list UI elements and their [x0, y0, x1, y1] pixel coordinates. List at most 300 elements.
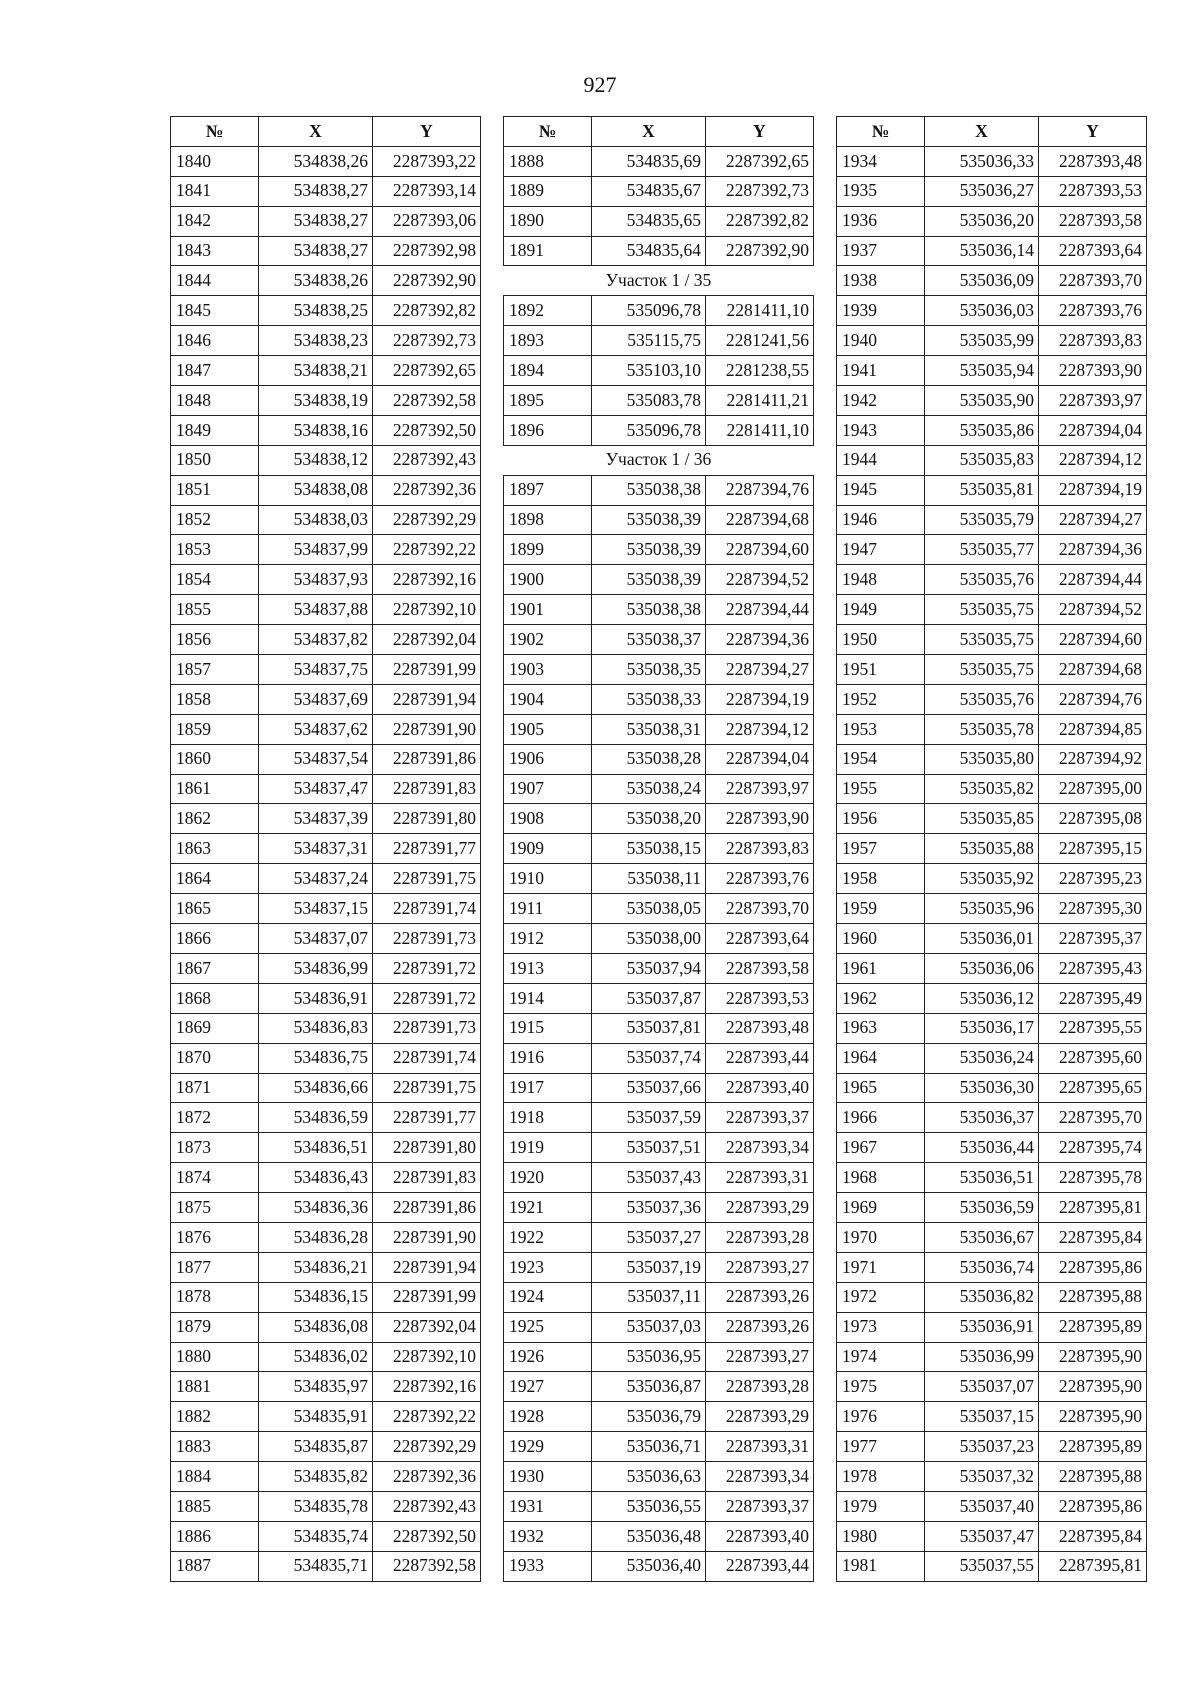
table-row [171, 1312, 481, 1342]
table-row [504, 236, 814, 266]
y-coordinate-cell: 2287394,85 [1039, 714, 1147, 744]
point-number-cell: 1898 [504, 505, 592, 535]
point-number-cell: 1872 [171, 1103, 259, 1133]
point-number-cell: 1971 [837, 1252, 925, 1282]
x-coordinate-cell: 534835,91 [259, 1402, 373, 1432]
table-row [171, 834, 481, 864]
x-coordinate-cell: 535036,51 [925, 1163, 1039, 1193]
x-coordinate-cell: 535036,59 [925, 1193, 1039, 1223]
y-coordinate-cell: 2287392,73 [373, 326, 481, 356]
y-coordinate-cell: 2287395,81 [1039, 1551, 1147, 1581]
x-coordinate-cell: 534838,16 [259, 415, 373, 445]
table-row [837, 206, 1147, 236]
x-coordinate-cell: 535037,43 [592, 1163, 706, 1193]
table-row [171, 1073, 481, 1103]
point-number-cell: 1913 [504, 953, 592, 983]
table-row [171, 236, 481, 266]
y-coordinate-cell: 2287392,29 [373, 505, 481, 535]
table-row [837, 445, 1147, 475]
x-coordinate-cell: 534837,82 [259, 625, 373, 655]
y-coordinate-cell: 2287391,86 [373, 1193, 481, 1223]
y-coordinate-cell: 2287391,74 [373, 894, 481, 924]
point-number-cell: 1914 [504, 983, 592, 1013]
table-row [171, 1043, 481, 1073]
x-coordinate-cell: 534837,31 [259, 834, 373, 864]
point-number-cell: 1976 [837, 1402, 925, 1432]
y-coordinate-cell: 2281241,56 [706, 326, 814, 356]
y-coordinate-cell: 2287394,52 [706, 565, 814, 595]
y-coordinate-cell: 2287394,60 [1039, 625, 1147, 655]
y-coordinate-cell: 2287392,65 [706, 146, 814, 176]
y-coordinate-cell: 2287394,12 [1039, 445, 1147, 475]
table-row [837, 744, 1147, 774]
y-coordinate-cell: 2287393,90 [706, 804, 814, 834]
table-row [837, 655, 1147, 685]
table-row [171, 1342, 481, 1372]
y-coordinate-cell: 2287395,90 [1039, 1372, 1147, 1402]
x-coordinate-cell: 534836,91 [259, 983, 373, 1013]
y-coordinate-cell: 2287393,22 [373, 146, 481, 176]
x-coordinate-cell: 535036,20 [925, 206, 1039, 236]
x-coordinate-cell: 534836,15 [259, 1282, 373, 1312]
point-number-cell: 1876 [171, 1222, 259, 1252]
point-number-cell: 1960 [837, 924, 925, 954]
y-coordinate-cell: 2287392,04 [373, 1312, 481, 1342]
table-row [171, 774, 481, 804]
point-number-cell: 1950 [837, 625, 925, 655]
point-number-cell: 1887 [171, 1551, 259, 1581]
table-row [837, 625, 1147, 655]
header-number: № [504, 117, 592, 147]
point-number-cell: 1847 [171, 356, 259, 386]
y-coordinate-cell: 2287393,53 [1039, 176, 1147, 206]
y-coordinate-cell: 2287392,22 [373, 1402, 481, 1432]
y-coordinate-cell: 2287393,31 [706, 1432, 814, 1462]
y-coordinate-cell: 2287391,80 [373, 1133, 481, 1163]
x-coordinate-cell: 534836,28 [259, 1222, 373, 1252]
x-coordinate-cell: 534838,19 [259, 386, 373, 416]
point-number-cell: 1909 [504, 834, 592, 864]
table-row [504, 1491, 814, 1521]
point-number-cell: 1881 [171, 1372, 259, 1402]
point-number-cell: 1864 [171, 864, 259, 894]
table-row [171, 1402, 481, 1432]
point-number-cell: 1963 [837, 1013, 925, 1043]
point-number-cell: 1906 [504, 744, 592, 774]
x-coordinate-cell: 535083,78 [592, 386, 706, 416]
x-coordinate-cell: 535037,19 [592, 1252, 706, 1282]
point-number-cell: 1841 [171, 176, 259, 206]
table-row [837, 146, 1147, 176]
y-coordinate-cell: 2287393,83 [1039, 326, 1147, 356]
x-coordinate-cell: 535036,09 [925, 266, 1039, 296]
x-coordinate-cell: 535037,51 [592, 1133, 706, 1163]
table-row [837, 1372, 1147, 1402]
y-coordinate-cell: 2287391,75 [373, 1073, 481, 1103]
table-row [504, 924, 814, 954]
point-number-cell: 1911 [504, 894, 592, 924]
table-row [504, 326, 814, 356]
x-coordinate-cell: 534836,66 [259, 1073, 373, 1103]
y-coordinate-cell: 2287393,70 [706, 894, 814, 924]
table-row [837, 774, 1147, 804]
table-row [504, 356, 814, 386]
y-coordinate-cell: 2287394,52 [1039, 595, 1147, 625]
x-coordinate-cell: 535035,99 [925, 326, 1039, 356]
table-row [504, 595, 814, 625]
point-number-cell: 1946 [837, 505, 925, 535]
y-coordinate-cell: 2287393,40 [706, 1073, 814, 1103]
table-row [504, 535, 814, 565]
point-number-cell: 1968 [837, 1163, 925, 1193]
y-coordinate-cell: 2287391,72 [373, 983, 481, 1013]
y-coordinate-cell: 2287394,44 [1039, 565, 1147, 595]
point-number-cell: 1966 [837, 1103, 925, 1133]
x-coordinate-cell: 535036,30 [925, 1073, 1039, 1103]
y-coordinate-cell: 2287393,31 [706, 1163, 814, 1193]
y-coordinate-cell: 2287394,36 [706, 625, 814, 655]
section-label: Участок 1 / 36 [504, 445, 814, 475]
y-coordinate-cell: 2287393,83 [706, 834, 814, 864]
point-number-cell: 1969 [837, 1193, 925, 1223]
point-number-cell: 1902 [504, 625, 592, 655]
y-coordinate-cell: 2287392,22 [373, 535, 481, 565]
point-number-cell: 1896 [504, 415, 592, 445]
y-coordinate-cell: 2287395,89 [1039, 1312, 1147, 1342]
y-coordinate-cell: 2287391,99 [373, 655, 481, 685]
y-coordinate-cell: 2287392,98 [373, 236, 481, 266]
x-coordinate-cell: 534835,71 [259, 1551, 373, 1581]
x-coordinate-cell: 535036,01 [925, 924, 1039, 954]
point-number-cell: 1934 [837, 146, 925, 176]
y-coordinate-cell: 2287393,48 [1039, 146, 1147, 176]
table-row [837, 1133, 1147, 1163]
point-number-cell: 1920 [504, 1163, 592, 1193]
point-number-cell: 1891 [504, 236, 592, 266]
x-coordinate-cell: 535036,99 [925, 1342, 1039, 1372]
y-coordinate-cell: 2287392,82 [373, 296, 481, 326]
table-row [504, 386, 814, 416]
y-coordinate-cell: 2287393,29 [706, 1193, 814, 1223]
y-coordinate-cell: 2287392,04 [373, 625, 481, 655]
page-number: 927 [583, 72, 617, 97]
y-coordinate-cell: 2287391,90 [373, 1222, 481, 1252]
table-header-row [171, 117, 481, 147]
table-row [837, 1521, 1147, 1551]
y-coordinate-cell: 2287392,36 [373, 475, 481, 505]
point-number-cell: 1883 [171, 1432, 259, 1462]
y-coordinate-cell: 2287393,48 [706, 1013, 814, 1043]
point-number-cell: 1917 [504, 1073, 592, 1103]
y-coordinate-cell: 2287395,78 [1039, 1163, 1147, 1193]
y-coordinate-cell: 2287395,88 [1039, 1462, 1147, 1492]
point-number-cell: 1959 [837, 894, 925, 924]
table-row [504, 176, 814, 206]
point-number-cell: 1977 [837, 1432, 925, 1462]
y-coordinate-cell: 2287393,44 [706, 1043, 814, 1073]
y-coordinate-cell: 2287395,00 [1039, 774, 1147, 804]
y-coordinate-cell: 2287395,90 [1039, 1402, 1147, 1432]
table-row [504, 1462, 814, 1492]
point-number-cell: 1858 [171, 684, 259, 714]
point-number-cell: 1852 [171, 505, 259, 535]
x-coordinate-cell: 534836,75 [259, 1043, 373, 1073]
point-number-cell: 1929 [504, 1432, 592, 1462]
y-coordinate-cell: 2287392,10 [373, 1342, 481, 1372]
point-number-cell: 1938 [837, 266, 925, 296]
x-coordinate-cell: 535036,55 [592, 1491, 706, 1521]
x-coordinate-cell: 535096,78 [592, 415, 706, 445]
x-coordinate-cell: 534835,78 [259, 1491, 373, 1521]
table-row [171, 505, 481, 535]
y-coordinate-cell: 2287393,27 [706, 1252, 814, 1282]
x-coordinate-cell: 535036,87 [592, 1372, 706, 1402]
y-coordinate-cell: 2287391,94 [373, 684, 481, 714]
x-coordinate-cell: 535035,75 [925, 655, 1039, 685]
point-number-cell: 1908 [504, 804, 592, 834]
x-coordinate-cell: 535037,81 [592, 1013, 706, 1043]
point-number-cell: 1868 [171, 983, 259, 1013]
y-coordinate-cell: 2287394,68 [1039, 655, 1147, 685]
x-coordinate-cell: 535037,36 [592, 1193, 706, 1223]
y-coordinate-cell: 2287391,80 [373, 804, 481, 834]
point-number-cell: 1886 [171, 1521, 259, 1551]
x-coordinate-cell: 535035,78 [925, 714, 1039, 744]
x-coordinate-cell: 535038,37 [592, 625, 706, 655]
table-row [504, 953, 814, 983]
point-number-cell: 1856 [171, 625, 259, 655]
x-coordinate-cell: 535036,24 [925, 1043, 1039, 1073]
table-row [504, 744, 814, 774]
point-number-cell: 1855 [171, 595, 259, 625]
x-coordinate-cell: 535038,39 [592, 565, 706, 595]
point-number-cell: 1869 [171, 1013, 259, 1043]
table-row [504, 1342, 814, 1372]
x-coordinate-cell: 535035,88 [925, 834, 1039, 864]
x-coordinate-cell: 535037,66 [592, 1073, 706, 1103]
y-coordinate-cell: 2287394,04 [1039, 415, 1147, 445]
table-row [837, 1193, 1147, 1223]
table-row [837, 1342, 1147, 1372]
point-number-cell: 1878 [171, 1282, 259, 1312]
x-coordinate-cell: 535038,00 [592, 924, 706, 954]
table-row [504, 1551, 814, 1581]
y-coordinate-cell: 2287392,90 [706, 236, 814, 266]
section-row [504, 266, 814, 296]
table-row [504, 206, 814, 236]
y-coordinate-cell: 2287391,72 [373, 953, 481, 983]
table-row [504, 834, 814, 864]
y-coordinate-cell: 2281411,21 [706, 386, 814, 416]
x-coordinate-cell: 535036,48 [592, 1521, 706, 1551]
y-coordinate-cell: 2287392,16 [373, 565, 481, 595]
point-number-cell: 1862 [171, 804, 259, 834]
x-coordinate-cell: 535036,37 [925, 1103, 1039, 1133]
point-number-cell: 1899 [504, 535, 592, 565]
table-row [171, 1163, 481, 1193]
table-row [837, 983, 1147, 1013]
table-row [837, 1462, 1147, 1492]
point-number-cell: 1892 [504, 296, 592, 326]
point-number-cell: 1943 [837, 415, 925, 445]
point-number-cell: 1842 [171, 206, 259, 236]
y-coordinate-cell: 2287394,19 [1039, 475, 1147, 505]
point-number-cell: 1961 [837, 953, 925, 983]
x-coordinate-cell: 534838,12 [259, 445, 373, 475]
table-row [504, 505, 814, 535]
section-row [504, 445, 814, 475]
header-y: Y [1039, 117, 1147, 147]
x-coordinate-cell: 534835,87 [259, 1432, 373, 1462]
y-coordinate-cell: 2287395,81 [1039, 1193, 1147, 1223]
table-row [504, 1402, 814, 1432]
y-coordinate-cell: 2287392,58 [373, 1551, 481, 1581]
point-number-cell: 1922 [504, 1222, 592, 1252]
point-number-cell: 1890 [504, 206, 592, 236]
table-row [504, 894, 814, 924]
x-coordinate-cell: 535037,15 [925, 1402, 1039, 1432]
point-number-cell: 1871 [171, 1073, 259, 1103]
point-number-cell: 1863 [171, 834, 259, 864]
y-coordinate-cell: 2287391,99 [373, 1282, 481, 1312]
table-header-row [837, 117, 1147, 147]
y-coordinate-cell: 2287393,53 [706, 983, 814, 1013]
x-coordinate-cell: 534837,88 [259, 595, 373, 625]
x-coordinate-cell: 535038,24 [592, 774, 706, 804]
y-coordinate-cell: 2287393,28 [706, 1222, 814, 1252]
table-row [504, 415, 814, 445]
point-number-cell: 1845 [171, 296, 259, 326]
point-number-cell: 1932 [504, 1521, 592, 1551]
point-number-cell: 1965 [837, 1073, 925, 1103]
x-coordinate-cell: 534836,83 [259, 1013, 373, 1043]
table-row [837, 1491, 1147, 1521]
table-row [171, 1521, 481, 1551]
point-number-cell: 1888 [504, 146, 592, 176]
point-number-cell: 1970 [837, 1222, 925, 1252]
y-coordinate-cell: 2287393,37 [706, 1103, 814, 1133]
y-coordinate-cell: 2287393,64 [706, 924, 814, 954]
point-number-cell: 1900 [504, 565, 592, 595]
x-coordinate-cell: 534838,26 [259, 266, 373, 296]
x-coordinate-cell: 535037,32 [925, 1462, 1039, 1492]
y-coordinate-cell: 2287392,36 [373, 1462, 481, 1492]
table-row [171, 684, 481, 714]
table-row [837, 1432, 1147, 1462]
y-coordinate-cell: 2287395,08 [1039, 804, 1147, 834]
table-row [504, 1432, 814, 1462]
x-coordinate-cell: 535035,75 [925, 625, 1039, 655]
x-coordinate-cell: 534836,59 [259, 1103, 373, 1133]
x-coordinate-cell: 535037,55 [925, 1551, 1039, 1581]
y-coordinate-cell: 2287393,34 [706, 1462, 814, 1492]
table-row [171, 864, 481, 894]
x-coordinate-cell: 534837,07 [259, 924, 373, 954]
x-coordinate-cell: 534835,69 [592, 146, 706, 176]
point-number-cell: 1861 [171, 774, 259, 804]
x-coordinate-cell: 534835,67 [592, 176, 706, 206]
point-number-cell: 1942 [837, 386, 925, 416]
y-coordinate-cell: 2287393,26 [706, 1312, 814, 1342]
point-number-cell: 1962 [837, 983, 925, 1013]
table-row [171, 1491, 481, 1521]
y-coordinate-cell: 2287394,60 [706, 535, 814, 565]
point-number-cell: 1924 [504, 1282, 592, 1312]
table-row [171, 1133, 481, 1163]
table-row [837, 535, 1147, 565]
y-coordinate-cell: 2287391,94 [373, 1252, 481, 1282]
point-number-cell: 1937 [837, 236, 925, 266]
x-coordinate-cell: 535035,90 [925, 386, 1039, 416]
table-row [171, 595, 481, 625]
table-row [171, 415, 481, 445]
point-number-cell: 1953 [837, 714, 925, 744]
point-number-cell: 1936 [837, 206, 925, 236]
table-row [837, 326, 1147, 356]
x-coordinate-cell: 535038,35 [592, 655, 706, 685]
x-coordinate-cell: 535037,11 [592, 1282, 706, 1312]
table-row [504, 565, 814, 595]
coordinate-table-3 [836, 116, 1147, 1582]
point-number-cell: 1904 [504, 684, 592, 714]
table-row [837, 714, 1147, 744]
x-coordinate-cell: 535036,44 [925, 1133, 1039, 1163]
x-coordinate-cell: 534835,65 [592, 206, 706, 236]
point-number-cell: 1884 [171, 1462, 259, 1492]
table-row [504, 625, 814, 655]
y-coordinate-cell: 2287394,19 [706, 684, 814, 714]
point-number-cell: 1944 [837, 445, 925, 475]
x-coordinate-cell: 534837,15 [259, 894, 373, 924]
x-coordinate-cell: 535037,40 [925, 1491, 1039, 1521]
y-coordinate-cell: 2287395,55 [1039, 1013, 1147, 1043]
table-row [504, 1252, 814, 1282]
point-number-cell: 1877 [171, 1252, 259, 1282]
table-row [504, 1013, 814, 1043]
table-row [837, 1402, 1147, 1432]
x-coordinate-cell: 534837,69 [259, 684, 373, 714]
x-coordinate-cell: 534836,02 [259, 1342, 373, 1372]
point-number-cell: 1916 [504, 1043, 592, 1073]
x-coordinate-cell: 534836,08 [259, 1312, 373, 1342]
point-number-cell: 1956 [837, 804, 925, 834]
table-row [171, 804, 481, 834]
x-coordinate-cell: 535103,10 [592, 356, 706, 386]
point-number-cell: 1933 [504, 1551, 592, 1581]
table-row [171, 1462, 481, 1492]
x-coordinate-cell: 534838,26 [259, 146, 373, 176]
table-row [837, 684, 1147, 714]
x-coordinate-cell: 535038,05 [592, 894, 706, 924]
point-number-cell: 1980 [837, 1521, 925, 1551]
x-coordinate-cell: 535038,20 [592, 804, 706, 834]
point-number-cell: 1895 [504, 386, 592, 416]
header-number: № [837, 117, 925, 147]
x-coordinate-cell: 535037,87 [592, 983, 706, 1013]
y-coordinate-cell: 2281411,10 [706, 296, 814, 326]
y-coordinate-cell: 2287392,65 [373, 356, 481, 386]
table-row [504, 1133, 814, 1163]
x-coordinate-cell: 535035,81 [925, 475, 1039, 505]
y-coordinate-cell: 2287393,58 [1039, 206, 1147, 236]
point-number-cell: 1894 [504, 356, 592, 386]
table-row [171, 1222, 481, 1252]
x-coordinate-cell: 535038,15 [592, 834, 706, 864]
table-row [504, 296, 814, 326]
y-coordinate-cell: 2287393,64 [1039, 236, 1147, 266]
x-coordinate-cell: 534838,25 [259, 296, 373, 326]
x-coordinate-cell: 535035,79 [925, 505, 1039, 535]
